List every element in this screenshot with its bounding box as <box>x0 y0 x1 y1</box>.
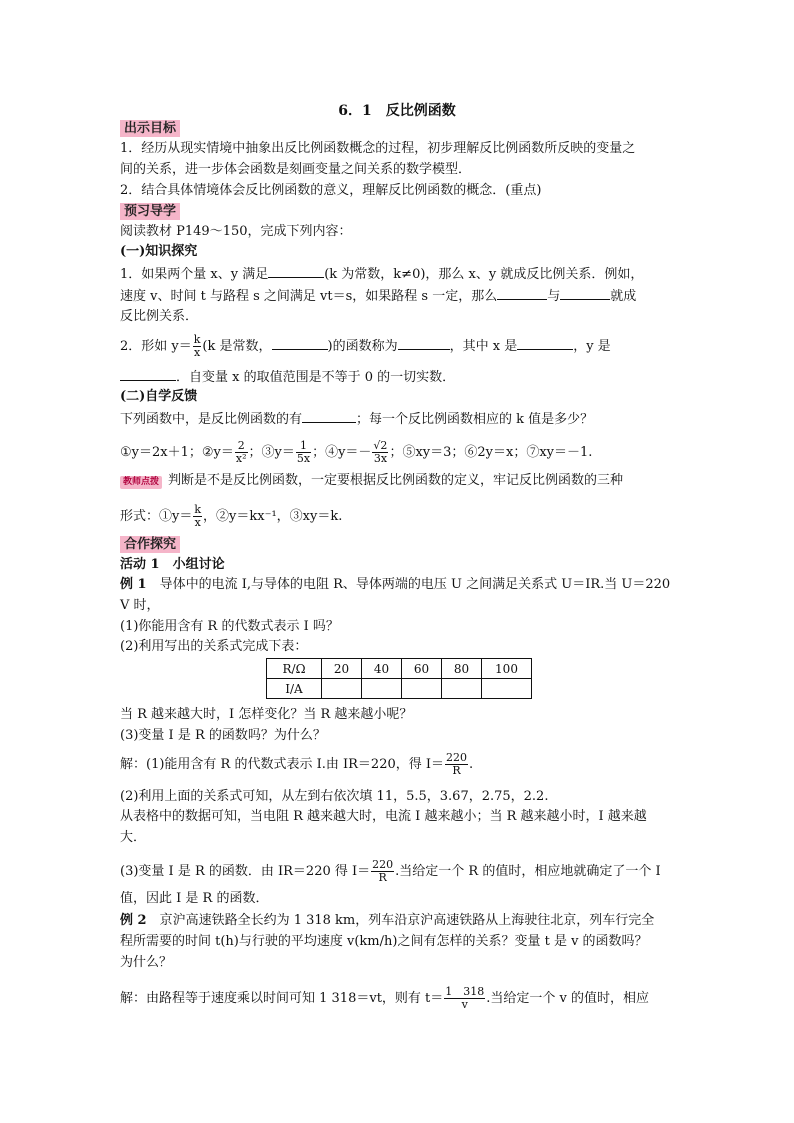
teacher-tip-forms <box>120 504 342 529</box>
teacher-tip <box>120 472 623 490</box>
knowledge-2b <box>120 368 455 387</box>
section-tag-goals: 出示目标 <box>120 120 180 137</box>
table-cell: 40 <box>362 659 402 679</box>
solution-3 <box>120 859 661 884</box>
table-cell: 80 <box>442 659 482 679</box>
text: ．自变量 x 的取值范围是不等于 0 的一切实数． <box>176 370 456 385</box>
denominator: R <box>378 871 387 884</box>
denominator: x <box>194 516 201 529</box>
solution-3b: 值，因此 I 是 R 的函数． <box>120 891 269 906</box>
solution-4 <box>120 986 649 1011</box>
table-cell: 60 <box>402 659 442 679</box>
section-tag-preview: 预习导学 <box>120 203 180 220</box>
table-input-cell[interactable] <box>482 679 532 699</box>
example-label: 例 2 <box>120 913 147 928</box>
text: 形式：①y＝ <box>120 509 193 524</box>
section-goals <box>120 120 180 138</box>
fraction <box>193 334 202 359</box>
fraction <box>372 440 388 465</box>
text: 京沪高速铁路全长约为 1 318 km，列车沿京沪高速铁路从上海驶往北京，列车行完全 <box>146 913 655 928</box>
text: (k 为常数，k≠0)，那么 x、y 就成反比例关系．例如， <box>324 267 644 282</box>
question-1: (1)你能用含有 R 的代数式表示 I 吗？ <box>120 619 339 634</box>
text: ①y＝2x＋1；②y＝ <box>120 445 234 460</box>
feedback-functions <box>120 440 592 465</box>
numerator: k <box>194 503 202 516</box>
fill-blank[interactable] <box>560 287 610 300</box>
numerator: 220 <box>446 751 468 764</box>
preview-read: 阅读教材 P149～150，完成下列内容： <box>120 224 352 239</box>
example-1b: V 时， <box>120 598 160 613</box>
fraction <box>235 440 248 465</box>
text: 下列函数中，是反比例函数的有 <box>120 412 303 427</box>
text: 1．如果两个量 x、y 满足 <box>120 267 269 282</box>
goal-1b: 间的关系，进一步体会函数是刻画变量之间关系的数学模型． <box>120 162 472 177</box>
numerator: 2 <box>235 440 248 453</box>
page-title: 6．1 反比例函数 <box>338 103 456 119</box>
example-2c: 为什么？ <box>120 955 173 970</box>
text: 与 <box>547 289 561 304</box>
text: (k 是常数， <box>202 339 272 354</box>
solution-2b: 从表格中的数据可知，当电阻 R 越来越大时，电流 I 越来越小；当 R 越来越小时，I 越来越 <box>120 809 647 824</box>
table-input-cell[interactable] <box>402 679 442 699</box>
fill-blank[interactable] <box>120 368 176 381</box>
text: ；每一个反比例函数相应的 k 值是多少？ <box>356 412 594 427</box>
denominator: x <box>193 346 201 359</box>
text: 就成 <box>610 289 637 304</box>
text: 判断是不是反比例函数，一定要根据反比例函数的定义，牢记反比例函数的三种 <box>168 473 624 488</box>
text: )的函数称为 <box>327 339 398 354</box>
denominator: R <box>452 764 461 777</box>
numerator: 220 <box>372 858 394 871</box>
table-input-cell[interactable] <box>322 679 362 699</box>
teacher-tip-badge: 教师点拨 <box>120 476 162 489</box>
fraction <box>193 504 202 529</box>
fill-blank[interactable] <box>398 337 450 350</box>
fill-blank[interactable] <box>272 337 328 350</box>
knowledge-1b <box>120 287 636 306</box>
text: ，②y＝kx⁻¹，③xy＝k. <box>203 509 343 524</box>
table-input-cell[interactable] <box>362 679 402 699</box>
text: ；⑤xy＝3；⑥2y＝x；⑦xy＝－1. <box>389 445 593 460</box>
denominator: x² <box>235 452 247 465</box>
text: ，y 是 <box>573 339 611 354</box>
table-row <box>267 679 532 699</box>
activity-title: 活动 1 小组讨论 <box>120 557 225 572</box>
section-preview <box>120 203 180 221</box>
numerator: 1 318 <box>445 985 485 998</box>
table-input-cell[interactable] <box>442 679 482 699</box>
text: 解：由路程等于速度乘以时间可知 1 318＝vt，则有 t＝ <box>120 991 444 1006</box>
knowledge-2 <box>120 334 611 359</box>
fraction <box>296 440 311 465</box>
fill-blank[interactable] <box>497 287 547 300</box>
example-2 <box>120 912 654 930</box>
text: 2．形如 y＝ <box>120 339 192 354</box>
numerator: √2 <box>373 439 388 452</box>
table-header-cell: R/Ω <box>267 659 322 679</box>
after-table: 当 R 越来越大时，I 怎样变化？当 R 越来越小呢？ <box>120 707 413 722</box>
feedback-heading: (二)自学反馈 <box>120 389 198 404</box>
table-cell: 20 <box>322 659 362 679</box>
fraction <box>445 752 468 777</box>
text: ；③y＝ <box>248 445 295 460</box>
section-tag-cooperate: 合作探究 <box>120 536 180 553</box>
knowledge-1c: 反比例关系． <box>120 309 199 324</box>
fill-blank[interactable] <box>302 410 356 423</box>
text: 导体中的电流 I,与导体的电阻 R、导体两端的电压 U 之间满足关系式 U＝IR.当 U＝220 <box>146 577 671 592</box>
resistance-table <box>266 658 532 699</box>
text: 速度 v、时间 t 与路程 s 之间满足 vt＝s，如果路程 s 一定，那么 <box>120 289 498 304</box>
text: 解：(1)能用含有 R 的代数式表示 I.由 IR＝220，得 I＝ <box>120 757 445 772</box>
text: (3)变量 I 是 R 的函数．由 IR＝220 得 I＝ <box>120 864 371 879</box>
text: ，其中 x 是 <box>449 339 518 354</box>
numerator: 1 <box>296 440 311 453</box>
goal-1a: 1．经历从现实情境中抽象出反比例函数概念的过程，初步理解反比例函数所反映的变量之 <box>120 141 636 156</box>
table-cell: 100 <box>482 659 532 679</box>
fraction <box>444 986 485 1011</box>
table-header-cell: I/A <box>267 679 322 699</box>
feedback-question <box>120 410 593 429</box>
text: .当给定一个 R 的值时，相应地就确定了一个 I <box>395 864 661 879</box>
goal-2: 2．结合具体情境体会反比例函数的意义，理解反比例函数的概念．(重点) <box>120 183 542 198</box>
solution-1 <box>120 752 473 777</box>
example-1 <box>120 576 670 594</box>
question-3: (3)变量 I 是 R 的函数吗？为什么？ <box>120 728 326 743</box>
section-cooperate <box>120 536 180 554</box>
knowledge-heading: (一)知识探究 <box>120 244 198 259</box>
question-2: (2)利用写出的关系式完成下表： <box>120 639 308 654</box>
numerator: k <box>193 333 201 346</box>
fraction <box>371 859 394 884</box>
fill-blank[interactable] <box>268 265 324 278</box>
text: ；④y＝－ <box>312 445 372 460</box>
fill-blank[interactable] <box>517 337 573 350</box>
denominator: v <box>461 998 468 1011</box>
example-label: 例 1 <box>120 577 147 592</box>
example-2b: 程所需要的时间 t(h)与行驶的平均速度 v(km/h)之间有怎样的关系？变量 t 是 v 的函数吗？ <box>120 934 648 949</box>
solution-2c: 大． <box>120 830 147 845</box>
text: . <box>469 757 474 772</box>
knowledge-1a <box>120 265 643 284</box>
text: .当给定一个 v 的值时，相应 <box>486 991 650 1006</box>
table-row <box>267 659 532 679</box>
solution-2: (2)利用上面的关系式可知，从左到右依次填 11，5.5，3.67，2.75，2.2. <box>120 789 549 804</box>
denominator: 3x <box>373 452 388 465</box>
denominator: 5x <box>296 452 311 465</box>
